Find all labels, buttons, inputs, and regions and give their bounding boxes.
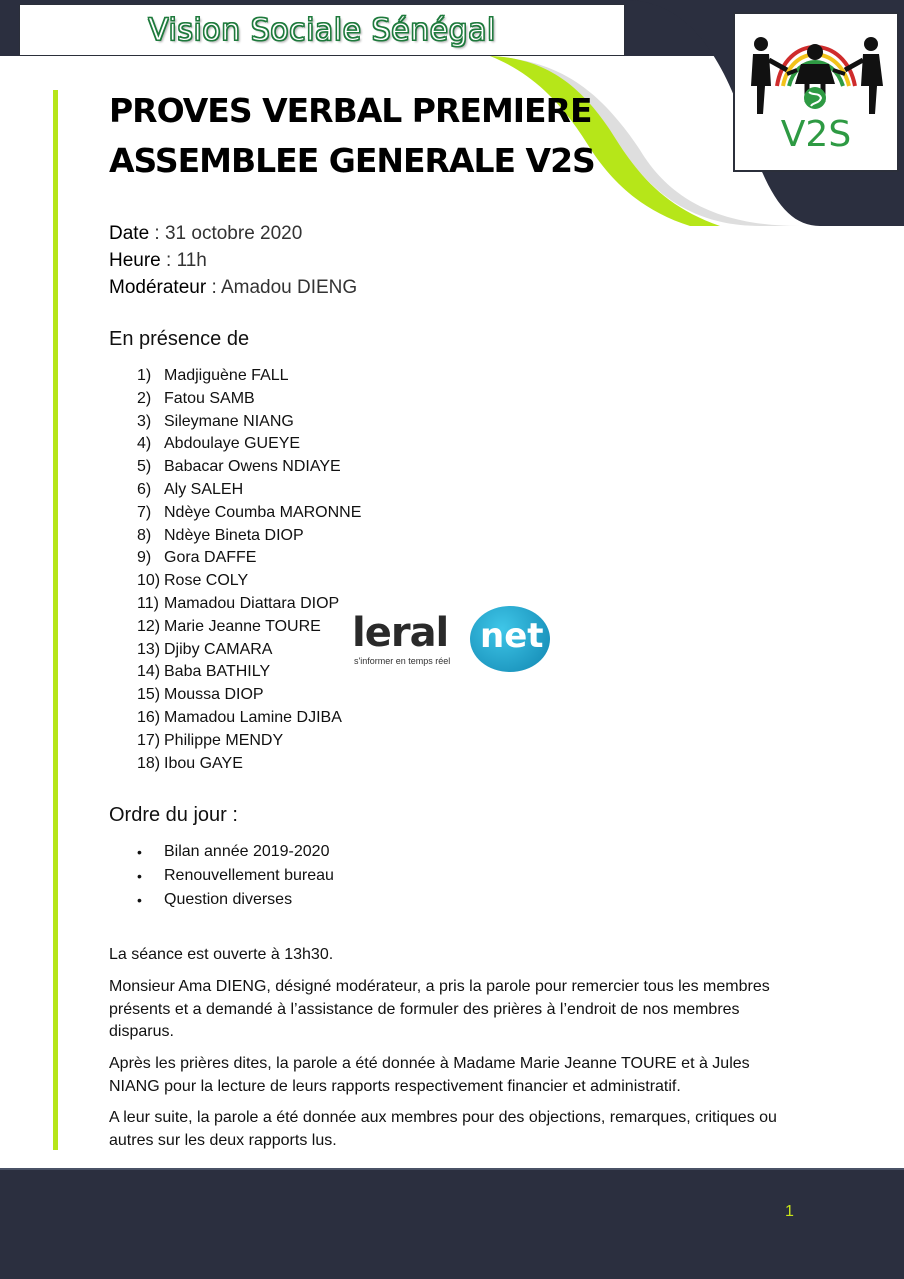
attendee-number: 3) [137, 412, 152, 430]
attendee-name: Sileymane NIANG [164, 412, 294, 430]
attendee-number: 6) [137, 480, 152, 498]
attendee-number: 7) [137, 503, 152, 521]
date-value: : 31 octobre 2020 [149, 223, 303, 244]
attendee-name: Abdoulaye GUEYE [164, 435, 301, 453]
attendee-name: Aly SALEH [164, 480, 244, 498]
attendee-number: 12) [137, 617, 161, 635]
attendee-item [137, 502, 361, 525]
attendee-number: 17) [137, 731, 161, 749]
agenda-item-label: Bilan année 2019-2020 [164, 843, 330, 860]
attendee-number: 8) [137, 526, 152, 544]
logo-text: V2S [780, 114, 852, 155]
attendee-number: 13) [137, 640, 161, 658]
attendee-number: 16) [137, 708, 161, 726]
title-line-1: PROVES VERBAL PREMIERE [109, 91, 592, 130]
attendee-list [137, 365, 361, 775]
meta-moderator [109, 274, 357, 301]
agenda-item-label: Question diverses [164, 891, 293, 908]
attendee-item [137, 433, 361, 456]
attendee-name: Moussa DIOP [164, 686, 264, 704]
attendee-item [137, 661, 361, 684]
attendee-name: Mamadou Diattara DIOP [164, 594, 340, 612]
attendee-name: Ibou GAYE [164, 754, 243, 772]
meta-date [109, 220, 357, 247]
attendee-name: Djiby CAMARA [164, 640, 273, 658]
paragraph-reports: Après les prières dites, la parole a été donnée à Madame Marie Jeanne TOURE et à Jules NIANG pour la lecture de leurs rapports respectivement financier et administratif. [109, 1055, 750, 1095]
attendee-number: 15) [137, 686, 161, 704]
attendee-name: Baba BATHILY [164, 663, 271, 681]
attendee-item [137, 365, 361, 388]
attendee-item [137, 525, 361, 548]
attendee-item [137, 684, 361, 707]
meeting-meta [109, 220, 357, 301]
agenda-heading: Ordre du jour : [109, 804, 238, 826]
v2s-logo [733, 12, 899, 172]
bullet-icon: • [137, 868, 142, 884]
title-line-2: ASSEMBLEE GENERALE V2S [109, 141, 595, 180]
attendee-number: 10) [137, 572, 161, 590]
agenda-item [137, 888, 334, 912]
page-footer [0, 1168, 904, 1279]
attendee-number: 5) [137, 458, 152, 476]
page-number: 1 [785, 1203, 794, 1220]
agenda-item [137, 840, 334, 864]
attendee-item [137, 616, 361, 639]
attendee-number: 2) [137, 389, 152, 407]
attendance-heading: En présence de [109, 328, 250, 350]
org-name-banner [19, 4, 625, 56]
paragraph-moderator: Monsieur Ama DIENG, désigné modérateur, a pris la parole pour remercier tous les membres présents et a demandé à l’assistance de formuler des prières à l’endroit de nos membres disparus. [109, 978, 770, 1040]
paragraph-objections: A leur suite, la parole a été donnée aux membres pour des objections, remarques, critiques ou autres sur les deux rapports lus. [109, 1109, 777, 1149]
leral-watermark [352, 606, 552, 672]
agenda-list [137, 840, 334, 912]
attendee-name: Gora DAFFE [164, 549, 257, 567]
bullet-icon: • [137, 844, 142, 860]
accent-side-bar [53, 90, 58, 1150]
time-label: Heure [109, 250, 161, 271]
attendee-name: Rose COLY [164, 572, 249, 590]
attendee-number: 11) [137, 594, 159, 612]
attendee-name: Fatou SAMB [164, 389, 255, 407]
time-value: : 11h [160, 250, 207, 271]
attendee-item [137, 479, 361, 502]
agenda-item-label: Renouvellement bureau [164, 867, 334, 884]
attendee-name: Babacar Owens NDIAYE [164, 458, 341, 476]
watermark-brand-right: net [480, 616, 544, 656]
watermark-brand-left: leral [352, 610, 449, 656]
bullet-icon: • [137, 892, 142, 908]
attendee-number: 14) [137, 663, 161, 681]
attendee-item [137, 411, 361, 434]
attendee-item [137, 593, 361, 616]
attendee-item [137, 570, 361, 593]
attendee-item [137, 456, 361, 479]
watermark-tagline: s'informer en temps réel [354, 656, 451, 666]
attendee-name: Marie Jeanne TOURE [164, 617, 321, 635]
attendee-name: Ndèye Coumba MARONNE [164, 503, 362, 521]
attendee-number: 9) [137, 549, 152, 567]
attendee-item [137, 753, 361, 776]
org-name: Vision Sociale Sénégal [148, 12, 496, 48]
attendee-name: Mamadou Lamine DJIBA [164, 708, 342, 726]
attendee-number: 1) [137, 367, 152, 384]
attendee-name: Philippe MENDY [164, 731, 284, 749]
attendee-number: 4) [137, 435, 152, 453]
attendee-item [137, 639, 361, 662]
attendee-item [137, 547, 361, 570]
attendee-name: Ndèye Bineta DIOP [164, 526, 304, 544]
moderator-label: Modérateur [109, 277, 207, 298]
date-label: Date [109, 223, 150, 244]
moderator-value: : Amadou DIENG [206, 277, 358, 298]
attendee-name: Madjiguène FALL [164, 367, 289, 384]
attendee-item [137, 730, 361, 753]
attendee-item [137, 388, 361, 411]
meta-time [109, 247, 357, 274]
agenda-item [137, 864, 334, 888]
document-title [109, 86, 629, 186]
attendee-number: 18) [137, 754, 161, 772]
attendee-item [137, 707, 361, 730]
paragraph-opening: La séance est ouverte à 13h30. [109, 946, 334, 963]
